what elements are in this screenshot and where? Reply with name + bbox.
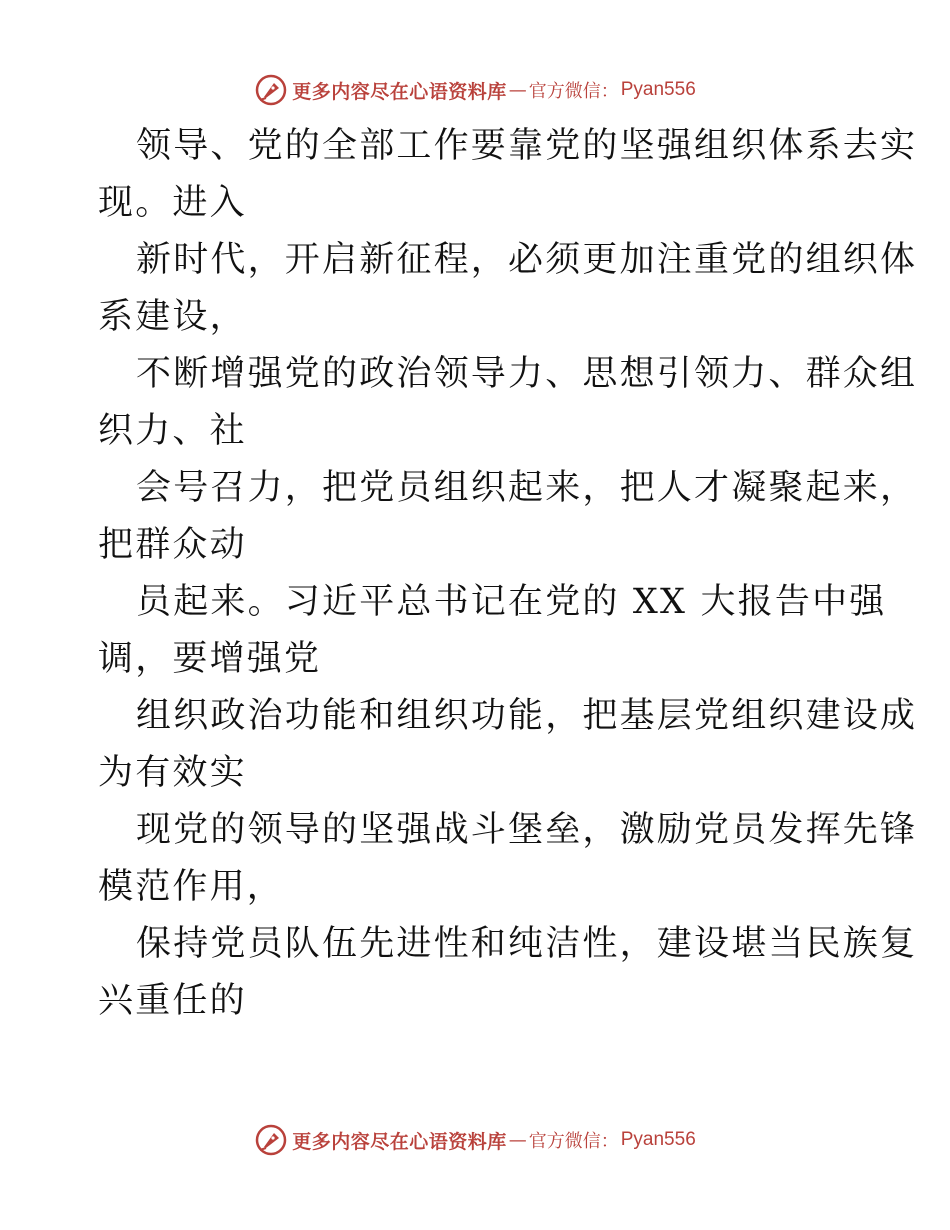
- header-watermark: [0, 70, 950, 110]
- watermark-separator: —: [508, 1129, 527, 1151]
- body-line: 系建设，: [98, 297, 247, 337]
- watermark-main-text: 更多内容尽在心语资料库: [292, 80, 507, 103]
- watermark-main-text: 更多内容尽在心语资料库: [292, 1130, 507, 1153]
- pen-nib-icon: [254, 1123, 288, 1157]
- document-body: [98, 118, 918, 1030]
- body-line: 现党的领导的坚强战斗堡垒，激励党员发挥先锋: [136, 810, 918, 850]
- body-line: 兴重任的: [98, 981, 247, 1021]
- body-line: 为有效实: [98, 753, 247, 793]
- watermark-label: 官方微信：: [528, 1131, 619, 1152]
- body-line: 员起来。习近平总书记在党的 XX 大报告中强: [136, 582, 887, 622]
- body-line: 模范作用，: [98, 867, 285, 907]
- body-line: 不断增强党的政治领导力、思想引领力、群众组: [136, 354, 918, 394]
- pen-nib-icon: [254, 73, 288, 107]
- body-line: 调，要增强党: [98, 639, 322, 679]
- body-line: 会号召力，把党员组织起来，把人才凝聚起来，: [136, 468, 918, 508]
- footer-watermark: [0, 1120, 950, 1160]
- body-line: 织力、社: [98, 411, 247, 451]
- body-line: 组织政治功能和组织功能，把基层党组织建设成: [136, 696, 918, 736]
- watermark-label: 官方微信：: [528, 81, 619, 102]
- body-line: 把群众动: [98, 525, 247, 565]
- watermark-wechat-id: Pyan556: [620, 79, 696, 100]
- body-line: 新时代，开启新征程，必须更加注重党的组织体: [136, 240, 918, 280]
- body-line: 现。进入: [98, 183, 247, 223]
- body-line: 领导、党的全部工作要靠党的坚强组织体系去实: [136, 126, 918, 166]
- watermark-wechat-id: Pyan556: [620, 1129, 696, 1150]
- body-line: 保持党员队伍先进性和纯洁性，建设堪当民族复: [136, 924, 918, 964]
- watermark-separator: —: [508, 79, 527, 101]
